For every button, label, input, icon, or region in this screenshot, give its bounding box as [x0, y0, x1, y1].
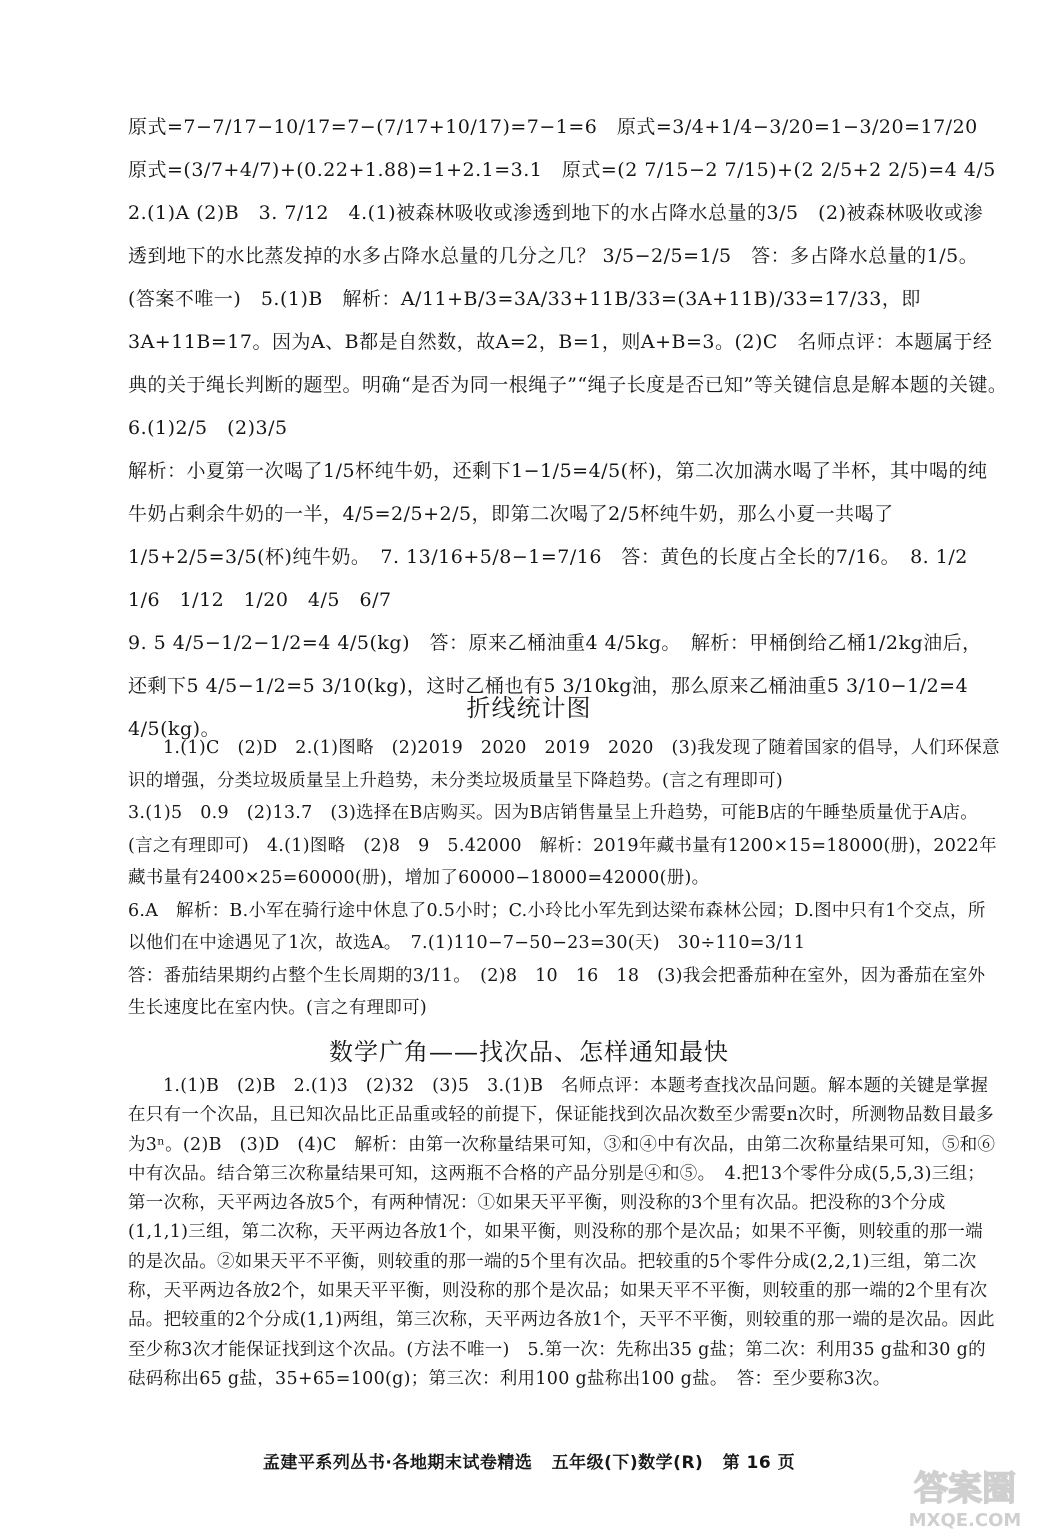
answers-section-fractions — [128, 106, 1018, 751]
watermark-bottom: MXQE.COM — [908, 1510, 1022, 1531]
watermark-top: 答案圈 — [914, 1469, 1016, 1509]
watermark-logo — [885, 1462, 1045, 1532]
answer-paragraph: 解析：小夏第一次喝了1/5杯纯牛奶，还剩下1−1/5=4/5(杯)，第二次加满水喝了半杯，其中喝的纯牛奶占剩余牛奶的一半，4/5=2/5+2/5，即第二次喝了2/5杯纯牛奶，那么小夏一共喝了1/5+2/5=3/5(杯)纯牛奶。 7. 13/16+5/8−1=7/16 答：黄色的长度占全长的7/16。 8. 1/2 1/6 1/12 1/20 4/5 6/7 — [128, 460, 988, 611]
answer-paragraph: 答：番茄结果期约占整个生长周期的3/11。 (2)8 10 16 18 (3)我会把番茄种在室外，因为番茄在室外生长速度比在室内快。(言之有理即可) — [128, 965, 986, 1018]
answer-paragraph: 3.(1)5 0.9 (2)13.7 (3)选择在B店购买。因为B店销售量呈上升趋势，可能B店的午睡垫质量优于A店。(言之有理即可) 4.(1)图略 (2)8 9 5.42000 解析：2019年藏书量有1200×15=18000(册)，2022年藏书量有2400×25=60000(册)，增加了60000−18000=42000(册)。 — [128, 803, 997, 888]
answer-paragraph: 9. 5 4/5−1/2−1/2=4 4/5(kg) 答：原来乙桶油重4 4/5kg。 解析：甲桶倒给乙桶1/2kg油后，还剩下5 4/5−1/2=5 3/10(kg)，这时乙桶也有5 3/10kg油，那么原来乙桶油重5 3/10−1/2=4 4/5(kg)。 — [128, 632, 982, 740]
section-heading-math-corner: 数学广角——找次品、怎样通知最快 — [329, 1038, 729, 1066]
footer-grade: 五年级(下)数学(R) — [551, 1453, 704, 1473]
footer-page-number: 第 16 页 — [722, 1453, 796, 1473]
answer-paragraph: 1.(1)C (2)D 2.(1)图略 (2)2019 2020 2019 2020 (3)我发现了随着国家的倡导，人们环保意识的增强，分类垃圾质量呈上升趋势，未分类垃圾质量呈下降趋势。(言之有理即可) — [128, 738, 1000, 791]
answer-paragraph: 原式=7−7/17−10/17=7−(7/17+10/17)=7−1=6 原式=3/4+1/4−3/20=1−3/20=17/20 原式=(3/7+4/7)+(0.22+1.88)=1+2.1=3.1 原式=(2 7/15−2 7/15)+(2 2/5+2 2/5)=4 4/5 2.(1)A (2)B 3. 7/12 4.(1)被森林吸收或渗透到地下的水占降水总量的3/5 (2)被森林吸收或渗透到地下的水比蒸发掉的水多占降水总量的几分之几？ 3/5−2/5=1/5 答：多占降水总量的1/5。(答案不唯一) 5.(1)B 解析：A/11+B/3=3A/33+11B/33=(3A+11B)/33=17/33，即3A+11B=17。因为A、B都是自然数，故A=2，B=1，则A+B=3。(2)C 名师点评：本题属于经典的关于绳长判断的题型。明确“是否为同一根绳子”“绳子长度是否已知”等关键信息是解本题的关键。 6.(1)2/5 (2)3/5 — [128, 116, 1018, 439]
footer-series: 孟建平系列丛书·各地期末试卷精选 — [262, 1453, 533, 1473]
section-heading-line-chart: 折线统计图 — [466, 694, 592, 722]
answers-section-line-chart — [128, 732, 1000, 1025]
answer-paragraph: 6.A 解析：B.小军在骑行途中休息了0.5小时；C.小玲比小军先到达梁布森林公园；D.图中只有1个交点，所以他们在中途遇见了1次，故选A。 7.(1)110−7−50−23=30(天) 30÷110=3/11 — [128, 900, 986, 953]
answer-paragraph: 1.(1)B (2)B 2.(1)3 (2)32 (3)5 3.(1)B 名师点评：本题考查找次品问题。解本题的关键是掌握在只有一个次品，且已知次品比正品重或轻的前提下，保证能找到次品次数至少需要n次时，所测物品数目最多为3ⁿ。(2)B (3)D (4)C 解析：由第一次称量结果可知，③和④中有次品，由第二次称量结果可知，⑤和⑥中有次品。结合第三次称量结果可知，这两瓶不合格的产品分别是④和⑤。 4.把13个零件分成(5,5,3)三组；第一次称，天平两边各放5个，有两种情况：①如果天平平衡，则没称的3个里有次品。把没称的3个分成(1,1,1)三组，第二次称，天平两边各放1个，如果平衡，则没称的那个是次品；如果不平衡，则较重的那一端的是次品。②如果天平不平衡，则较重的那一端的5个里有次品。把较重的5个零件分成(2,2,1)三组，第二次称，天平两边各放2个，如果天平平衡，则没称的那个是次品；如果天平不平衡，则较重的那一端的2个里有次品。把较重的2个分成(1,1)两组，第三次称，天平两边各放1个，天平不平衡，则较重的那一端的是次品。因此至少称3次才能保证找到这个次品。(方法不唯一) 5.第一次：先称出35 g盐；第二次：利用35 g盐和30 g的砝码称出65 g盐，35+65=100(g)；第三次：利用100 g盐称出100 g盐。 答：至少要称3次。 — [128, 1076, 996, 1389]
answers-section-defective-item — [128, 1072, 1000, 1394]
